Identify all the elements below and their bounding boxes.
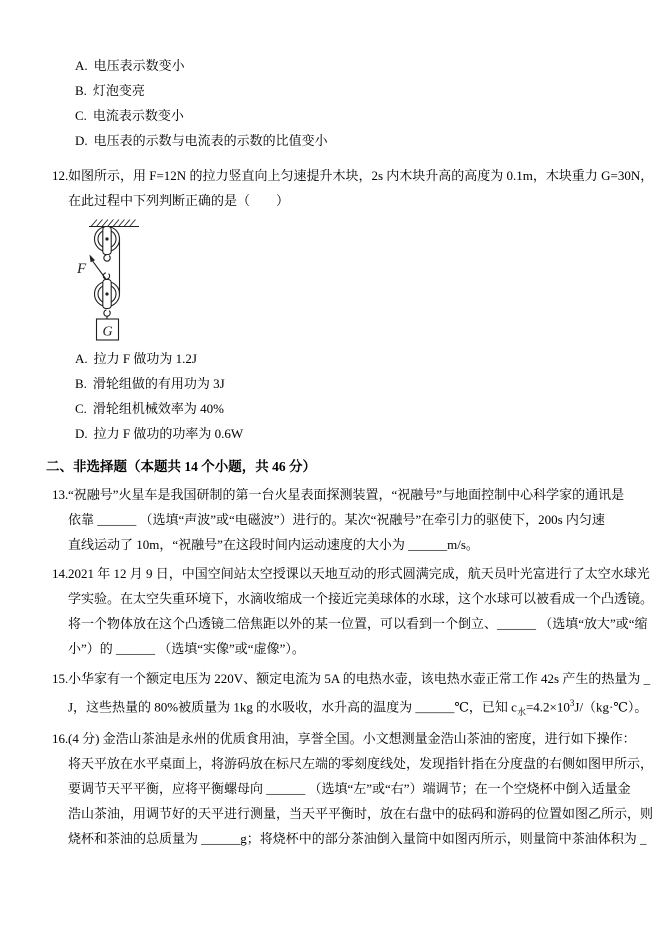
stem-line: 小华家有一个额定电压为 220V、额定电流为 5A 的电热水壶，该电热水壶正常工作 42s 产生的热量为 _ [68,671,651,686]
question-12 [0,163,661,446]
option-line [75,396,661,421]
option-text: 灯泡变亮 [92,83,145,98]
stem-line: 要调节天平平衡，应将平衡螺母向 ______ （选填“左”或“右”）端调节；在一个空烧杯中倒入适量金 [68,780,631,796]
stem-line: 如图所示，用 F=12N 的拉力竖直向上匀速提升木块，2s 内木块升高的高度为 0.1m，木块重力 G=30N， [68,168,654,183]
option-text: 拉力 F 做功为 1.2J [93,351,197,366]
stem-line: 将天平放在水平桌面上，将游码放在标尺左端的零刻度线处，发现指针指在分度盘的右侧如图甲所示， [68,755,654,771]
option-text: 电压表示数变小 [93,58,185,73]
pulley-figure [71,216,661,342]
question-12-number: 12. [52,168,69,183]
stem-line: 2021 年 12 月 9 日，中国空间站太空授课以天地互动的形式圆满完成，航天员叶光富进行了太空水球光 [68,566,650,581]
option-label: C. [75,401,87,416]
option-label: A. [75,58,88,73]
option-line [75,78,661,103]
stem-line: 依靠 ______ （选填“声波”或“电磁波”）进行的。某次“祝融号”在牵引力的驱使下，200s 内匀速 [68,512,605,527]
stem-line: 学实验。在太空失重环境下，水滴收缩成一个接近完美球体的水球，这个水球可以被看成一个凸透镜。 [68,591,654,606]
option-label: C. [75,108,87,123]
question-14 [0,561,661,661]
question-13-number: 13. [52,487,69,502]
stem-line: 烧杯和茶油的总质量为 ______g；将烧杯中的部分茶油倒入量筒中如图丙所示，则量筒中茶油体积为 _ [68,830,647,846]
question-12-options [75,346,661,446]
question-11-options [75,53,661,153]
movable-pulley-bottom-hook-icon [104,310,110,316]
option-line [75,53,661,78]
pulley-diagram [71,216,171,342]
option-text: 滑轮组机械效率为 40% [92,401,225,416]
question-13-stem [68,482,661,557]
stem-line [68,691,661,725]
option-line [75,421,661,446]
fixed-pulley-hook-icon [104,255,110,261]
question-15 [0,666,661,725]
superscript-exponent: 3 [569,698,575,708]
option-line [75,346,661,371]
stem-text: J，这些热量的 80%被质量为 1kg 的水吸收，水升高的温度为 ______℃，已知 c [68,699,517,715]
stem-line: (4 分) 金浩山茶油是永州的优质食用油，享誉全国。小文想测量金浩山茶油的密度，进行如下操作： [68,730,636,746]
question-16-number: 16. [52,730,69,746]
stem-text: =4.2×10 [525,699,570,715]
question-14-stem [68,561,661,661]
question-16 [0,726,661,851]
option-label: B. [75,376,87,391]
option-label: D. [75,133,88,148]
stem-line: 在此过程中下列判断正确的是（ ） [68,193,290,208]
option-text: 拉力 F 做功的功率为 0.6W [93,426,244,441]
option-line [75,128,661,153]
option-text: 电压表的示数与电流表的示数的比值变小 [93,133,328,148]
force-arrowhead-icon [90,255,96,263]
stem-line: “祝融号”火星车是我国研制的第一台火星表面探测装置，“祝融号”与地面控制中心科学家的通讯是 [68,487,625,502]
question-13 [0,482,661,557]
stem-line: 小”）的 ______ （选填“实像”或“虚像”）。 [68,641,305,656]
movable-pulley-axle [105,292,108,295]
force-label: F [77,261,87,277]
weight-label: G [102,324,113,340]
stem-line: 将一个物体放在这个凸透镜二倍焦距以外的某一位置，可以看到一个倒立、______ （选填“放大”或“缩 [68,616,648,631]
option-text: 电流表示数变小 [92,108,184,123]
option-text: 滑轮组做的有用功为 3J [92,376,225,391]
question-15-number: 15. [52,671,69,686]
stem-text: J/（kg·℃）。 [574,699,648,715]
question-16-stem [68,726,661,851]
option-line [75,371,661,396]
ceiling-hatch-icon [91,220,136,227]
option-label: A. [75,351,88,366]
subscript-water: 水 [516,706,526,717]
stem-line: 直线运动了 10m，“祝融号”在这段时间内运动速度的大小为 ______m/s。 [68,537,479,552]
stem-line: 浩山茶油，用调节好的天平进行测量，当天平平衡时，放在右盘中的砝码和游码的位置如图乙所示，则 [68,805,654,821]
section-2-header: 二、非选择题（本题共 14 个小题，共 46 分） [46,459,316,474]
option-label: B. [75,83,87,98]
option-line [75,103,661,128]
question-14-number: 14. [52,566,69,581]
question-12-stem [68,163,661,213]
option-label: D. [75,426,88,441]
fixed-pulley-axle [105,237,108,240]
